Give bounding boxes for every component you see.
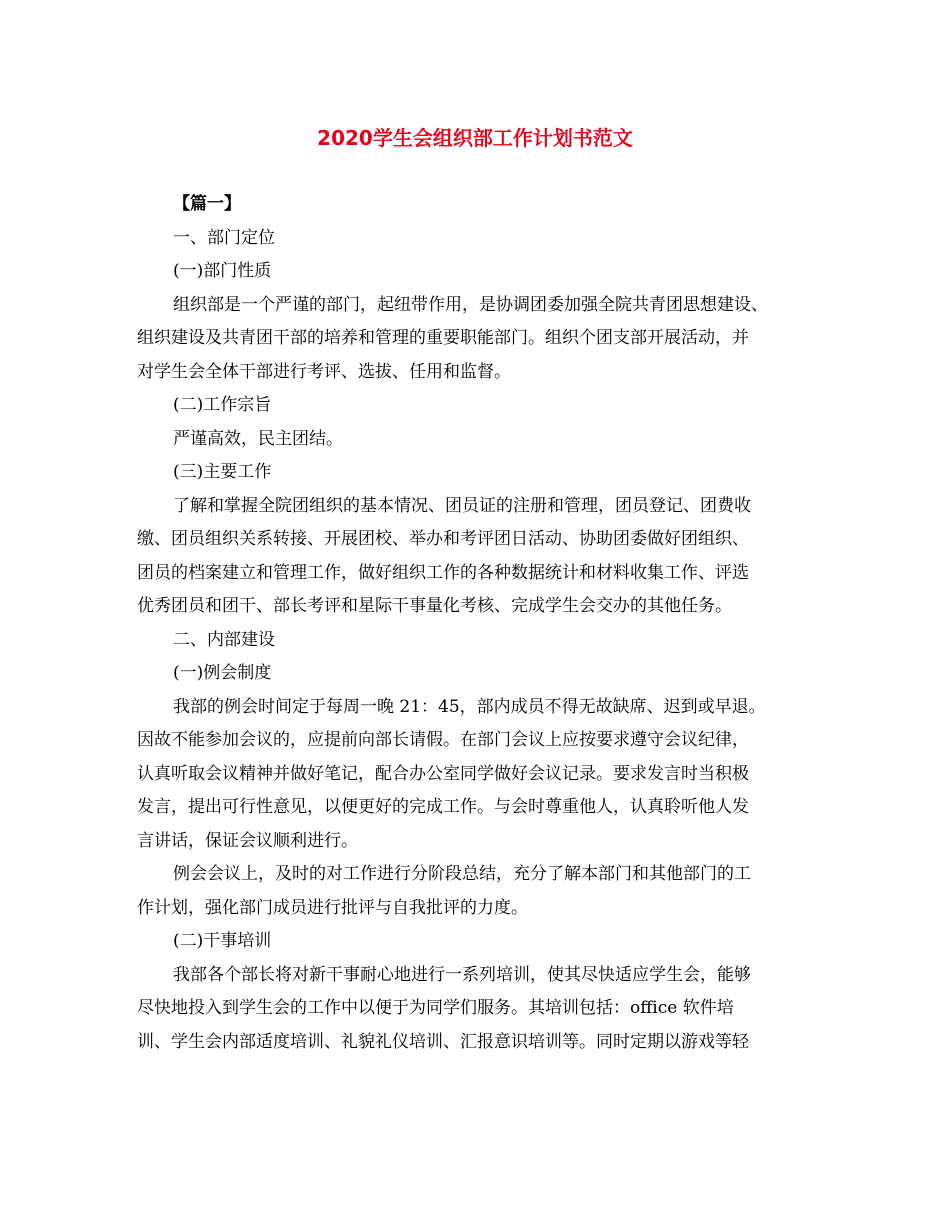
section-heading: (一)部门性质 (173, 261, 272, 281)
paragraph-line: 团员的档案建立和管理工作，做好组织工作的各种数据统计和材料收集工作、评选 (137, 562, 749, 583)
paragraph-line: 言讲话，保证会议顺利进行。 (137, 830, 358, 851)
section-heading: 【篇一】 (173, 194, 241, 214)
paragraph-line: 作计划，强化部门成员进行批评与自我批评的力度。 (137, 897, 528, 918)
document-title: 2020学生会组织部工作计划书范文 (317, 126, 633, 150)
paragraph-line: 例会会议上，及时的对工作进行分阶段总结，充分了解本部门和其他部门的工 (173, 864, 751, 884)
section-heading: 一、部门定位 (173, 227, 275, 248)
paragraph-line: 组织部是一个严谨的部门，起纽带作用，是协调团委加强全院共青团思想建设、 (173, 294, 768, 315)
paragraph-line: 尽快地投入到学生会的工作中以便于为同学们服务。其培训包括：office 软件培 (137, 998, 734, 1018)
paragraph-line: 缴、团员组织关系转接、开展团校、举办和考评团日活动、协助团委做好团组织、 (137, 529, 749, 549)
paragraph-line: 我部各个部长将对新干事耐心地进行一系列培训，使其尽快适应学生会，能够 (173, 964, 751, 985)
paragraph-line: 因故不能参加会议的，应提前向部长请假。在部门会议上应按要求遵守会议纪律， (137, 730, 749, 750)
paragraph-line: 认真听取会议精神并做好笔记，配合办公室同学做好会议记录。要求发言时当积极 (137, 763, 749, 784)
paragraph-line: 我部的例会时间定于每周一晚 21：45，部内成员不得无故缺席、迟到或早退。 (173, 696, 766, 717)
paragraph-line: 发言，提出可行性意见，以便更好的完成工作。与会时尊重他人，认真聆听他人发 (137, 797, 749, 817)
paragraph-line: 组织建设及共青团干部的培养和管理的重要职能部门。组织个团支部开展活动，并 (137, 328, 749, 348)
paragraph-line: 对学生会全体干部进行考评、选拔、任用和监督。 (137, 361, 511, 382)
section-heading: (一)例会制度 (173, 663, 272, 683)
section-heading: (二)工作宗旨 (173, 395, 272, 415)
paragraph-line: 了解和掌握全院团组织的基本情况、团员证的注册和管理，团员登记、团费收 (173, 495, 751, 516)
paragraph-line: 优秀团员和团干、部长考评和星际干事量化考核、完成学生会交办的其他任务。 (137, 596, 732, 616)
section-heading: 二、内部建设 (173, 629, 275, 650)
document-body (137, 188, 827, 1059)
section-heading: 严谨高效，民主团结。 (173, 428, 343, 449)
section-heading: (二)干事培训 (173, 931, 272, 951)
section-heading: (三)主要工作 (173, 462, 272, 482)
paragraph-line: 训、学生会内部适度培训、礼貌礼仪培训、汇报意识培训等。同时定期以游戏等轻 (137, 1031, 749, 1052)
